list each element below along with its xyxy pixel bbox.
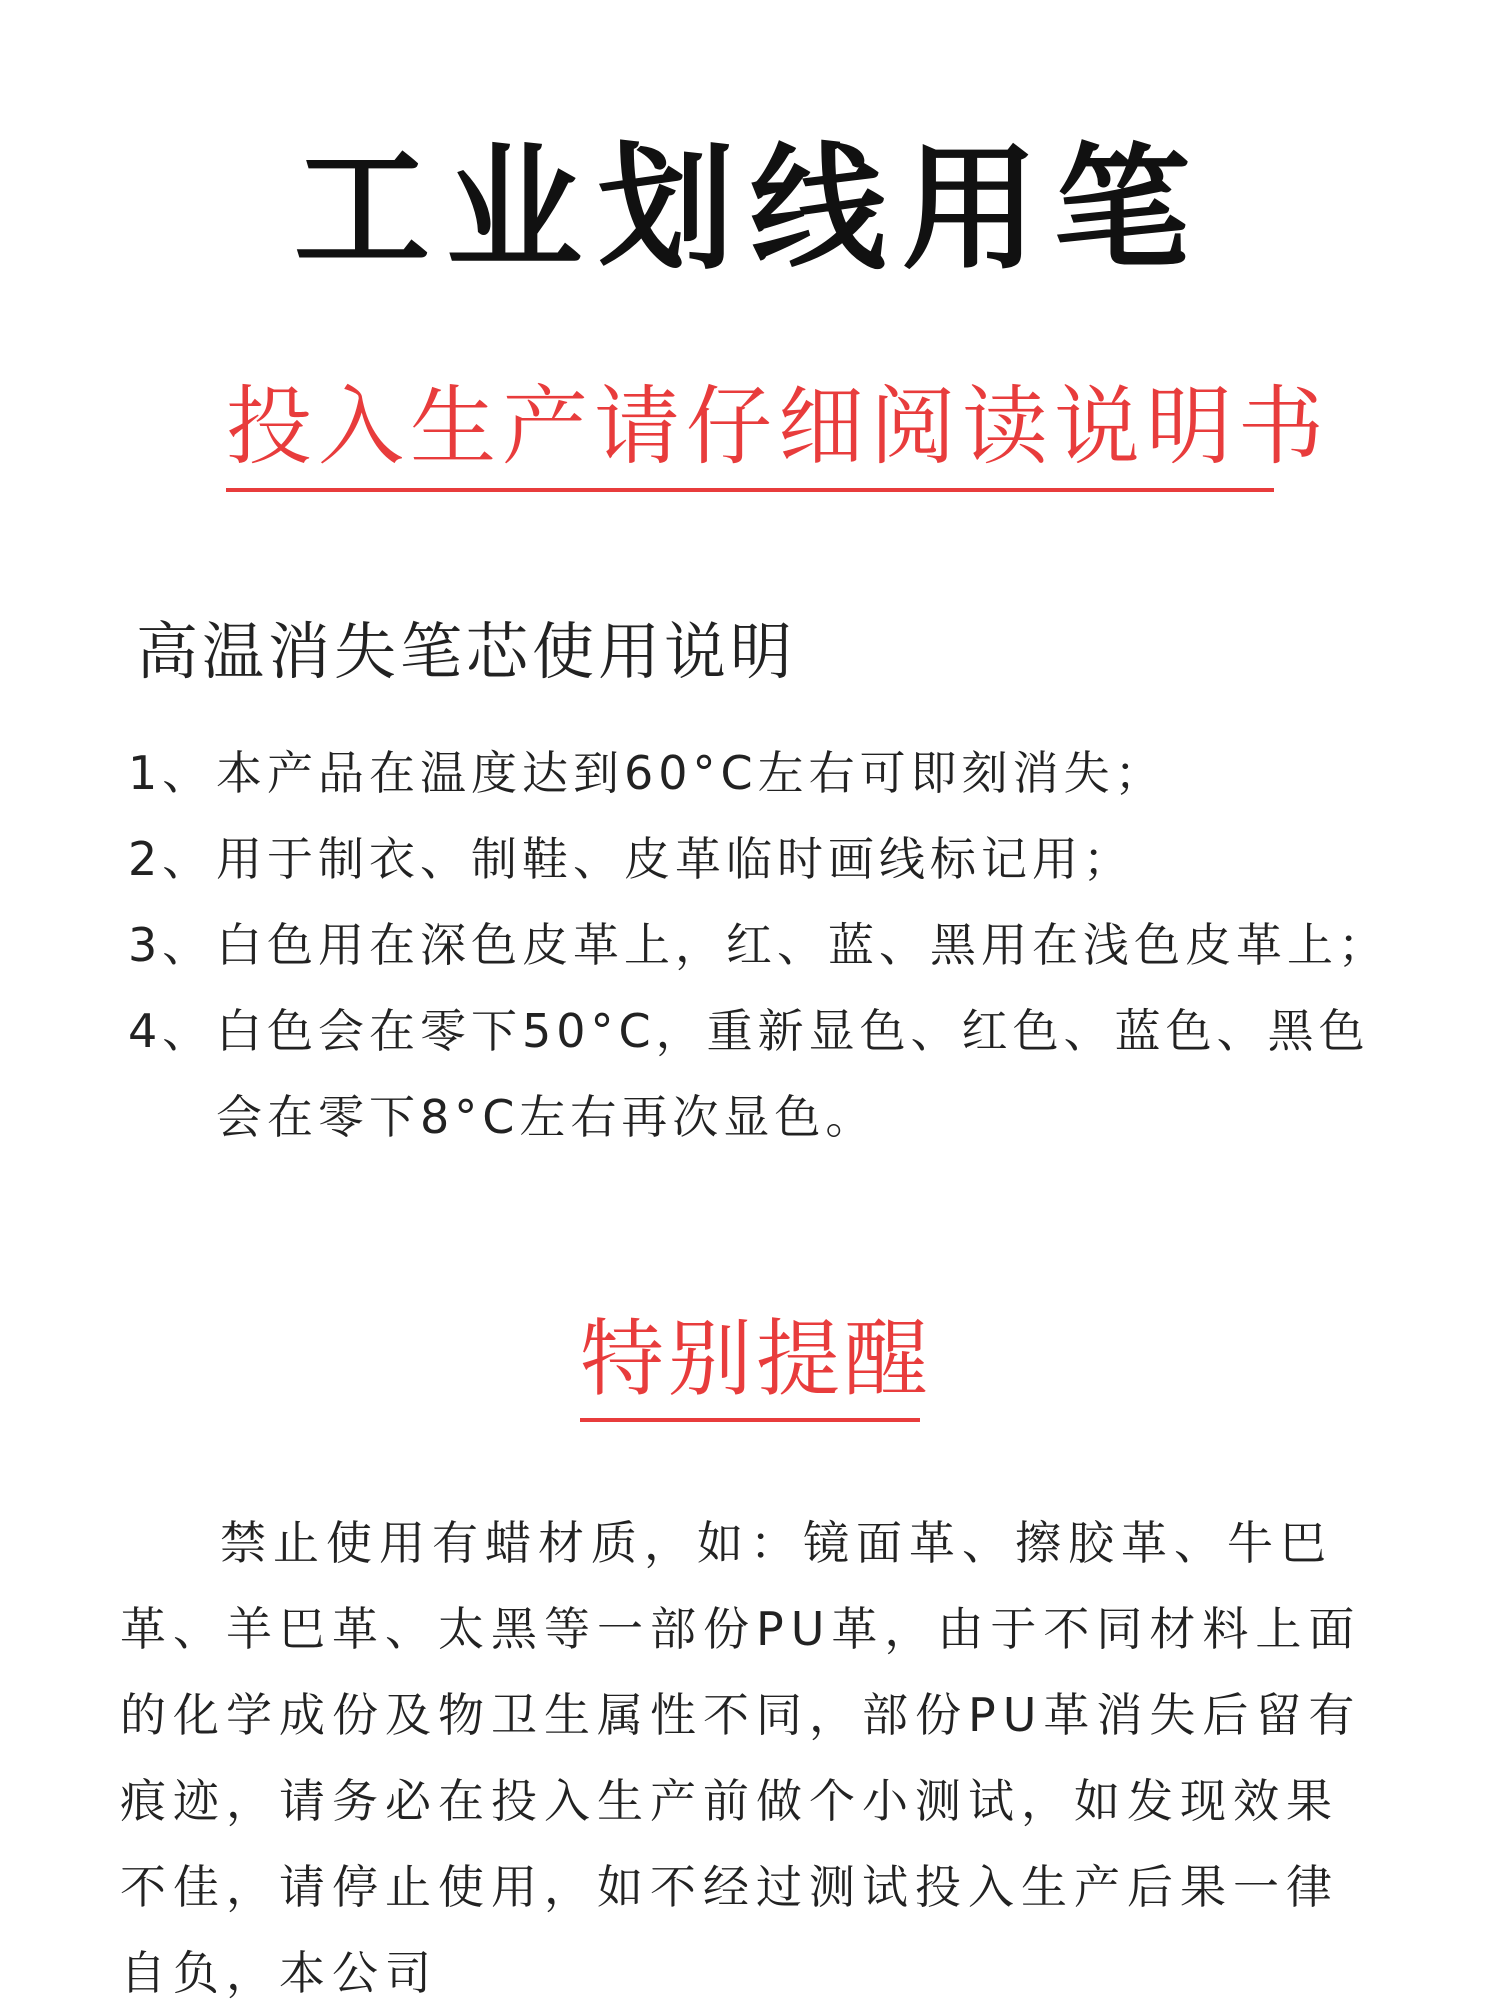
alert-underline [580, 1418, 920, 1422]
subtitle: 投入生产请仔细阅读说明书 [226, 377, 1330, 477]
alert-body: 禁止使用有蜡材质，如：镜面革、擦胶革、牛巴革、羊巴革、太黑等一部份PU革，由于不同材料上面的化学成份及物卫生属性不同，部份PU革消失后留有痕迹，请务必在投入生产前做个小测试，如发现效果不佳，请停止使用，如不经过测试投入生产后果一律自负，本公司 [120, 1516, 1362, 2000]
list-item-text: 本产品在温度达到60°C左右可即刻消失； [216, 746, 1166, 800]
list-item-number: 3、 [128, 918, 214, 972]
subtitle-underline [226, 488, 1274, 492]
list-item-text: 用于制衣、制鞋、皮革临时画线标记用； [216, 832, 1134, 886]
list-item-text: 白色用在深色皮革上，红、蓝、黑用在浅色皮革上； [216, 918, 1389, 972]
instructions-heading: 高温消失笔芯使用说明 [136, 615, 797, 688]
alert-heading: 特别提醒 [580, 1310, 933, 1408]
subtitle-block [226, 372, 1330, 492]
alert-block [580, 1304, 933, 1424]
list-item [128, 902, 1408, 988]
list-item-text: 白色会在零下50°C，重新显色、红色、蓝色、黑色会在零下8°C左右再次显色。 [216, 1004, 1370, 1144]
list-item-number: 2、 [128, 832, 214, 886]
list-item [128, 730, 1408, 816]
list-item [128, 816, 1408, 902]
list-item [128, 988, 1408, 1160]
instructions-list [128, 730, 1408, 1160]
list-item-number: 4、 [128, 1004, 214, 1058]
page-title: 工业划线用笔 [294, 131, 1206, 289]
list-item-number: 1、 [128, 746, 214, 800]
